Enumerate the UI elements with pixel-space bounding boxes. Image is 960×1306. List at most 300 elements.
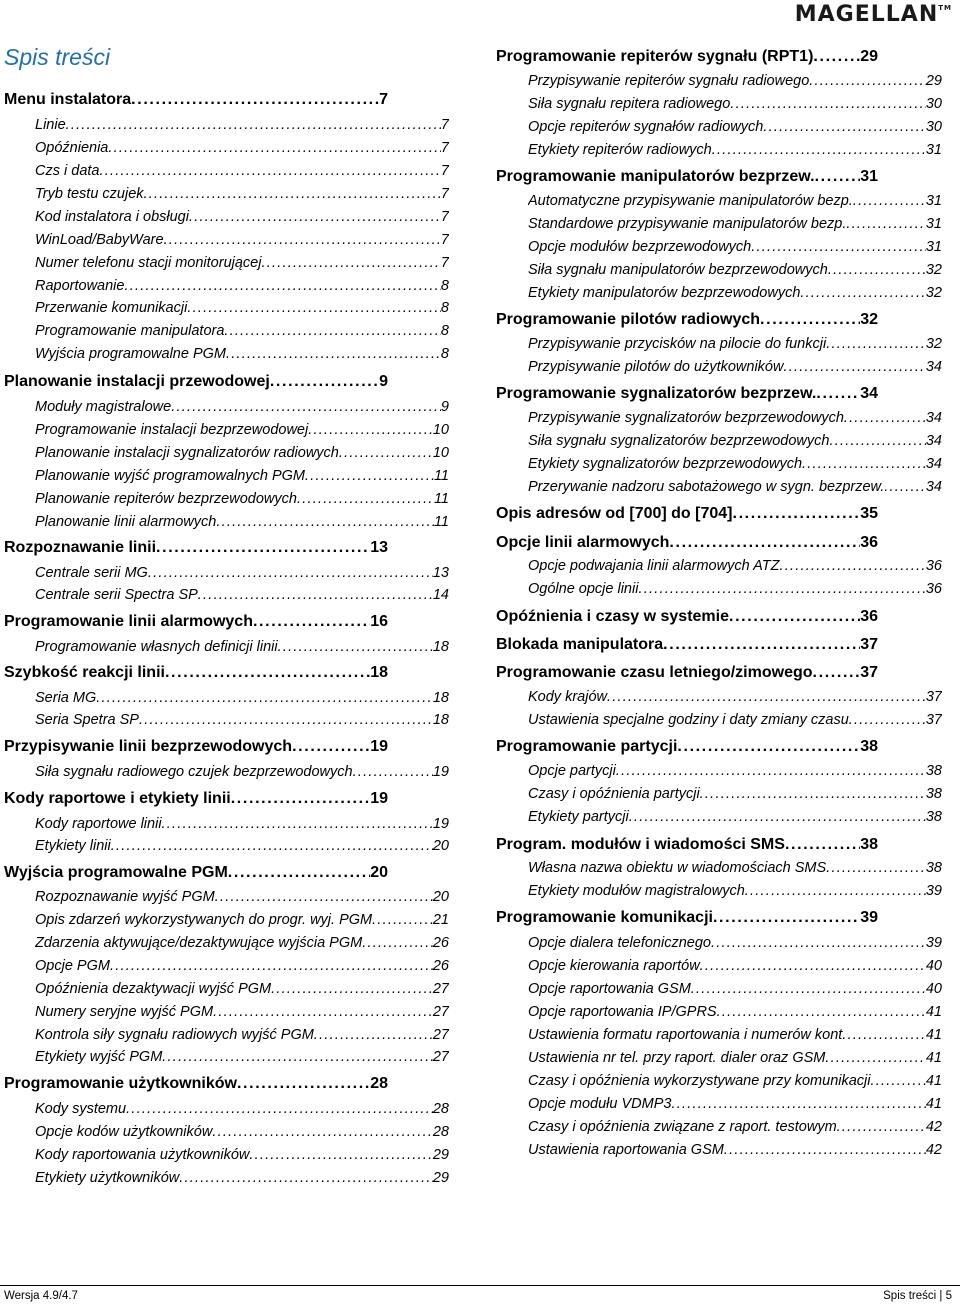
toc-page-number: 13 xyxy=(370,539,388,556)
toc-entry-title: Etykiety modułów magistralowych xyxy=(528,883,745,899)
toc-entry-title: Przerwanie komunikacji xyxy=(35,300,188,316)
toc-subsection-entry[interactable] xyxy=(528,935,942,951)
toc-subsection-entry[interactable] xyxy=(35,587,449,603)
toc-page-number: 19 xyxy=(370,738,388,755)
toc-leader-dots xyxy=(751,239,926,255)
toc-subsection-entry[interactable] xyxy=(35,1170,449,1186)
toc-entry-title: Etykiety sygnalizatorów bezprzewodowych xyxy=(528,456,803,472)
toc-page-number: 21 xyxy=(432,912,449,928)
toc-page-number: 18 xyxy=(432,690,449,706)
toc-section-entry[interactable] xyxy=(4,864,388,882)
toc-entry-title: Własna nazwa obiektu w wiadomościach SMS xyxy=(528,860,827,876)
toc-subsection-entry[interactable] xyxy=(528,958,942,974)
toc-section-entry[interactable] xyxy=(496,48,878,66)
toc-section-entry[interactable] xyxy=(4,738,388,756)
toc-leader-dots xyxy=(629,809,926,825)
toc-leader-dots xyxy=(853,193,926,209)
toc-page-number: 38 xyxy=(925,763,942,779)
toc-leader-dots xyxy=(162,1049,433,1065)
toc-leader-dots xyxy=(216,514,434,530)
toc-leader-dots xyxy=(616,763,926,779)
toc-section-entry[interactable] xyxy=(4,373,388,391)
toc-leader-dots xyxy=(677,738,860,756)
toc-entry-title: Standardowe przypisywanie manipulatorów bezp. xyxy=(528,216,847,232)
toc-entry-title: Etykiety manipulatorów bezprzewodowych xyxy=(528,285,801,301)
toc-leader-dots xyxy=(717,1004,926,1020)
toc-leader-dots xyxy=(813,48,860,66)
toc-leader-dots xyxy=(763,119,926,135)
toc-subsection-entry[interactable] xyxy=(35,346,449,362)
toc-page-number: 32 xyxy=(925,285,942,301)
toc-entry-title: Ustawienia formatu raportowania i numerów kont xyxy=(528,1027,843,1043)
toc-page-number: 8 xyxy=(440,300,449,316)
toc-entry-title: Programowanie repiterów sygnału (RPT1) xyxy=(496,48,814,65)
toc-entry-title: Etykiety partycji xyxy=(528,809,629,825)
toc-page-number: 19 xyxy=(432,816,449,832)
toc-entry-title: Przypisywanie repiterów sygnału radiowego xyxy=(528,73,810,89)
toc-entry-title: Ogólne opcje linii xyxy=(528,581,639,597)
toc-subsection-entry[interactable] xyxy=(35,690,449,706)
toc-leader-dots xyxy=(802,456,926,472)
toc-page-number: 20 xyxy=(370,864,388,881)
toc-page-number: 7 xyxy=(440,232,449,248)
toc-page-number: 34 xyxy=(925,410,942,426)
toc-leader-dots xyxy=(213,1004,433,1020)
toc-leader-dots xyxy=(148,565,433,581)
toc-section-entry[interactable] xyxy=(496,505,878,523)
toc-entry-title: Przypisywanie linii bezprzewodowych xyxy=(4,738,293,755)
toc-page-number: 7 xyxy=(440,209,449,225)
toc-entry-title: Opcje kodów użytkowników xyxy=(35,1124,213,1140)
toc-leader-dots xyxy=(826,860,926,876)
toc-subsection-entry[interactable] xyxy=(35,468,449,484)
toc-subsection-entry[interactable] xyxy=(528,1027,942,1043)
toc-subsection-entry[interactable] xyxy=(35,958,449,974)
toc-subsection-entry[interactable] xyxy=(528,809,942,825)
toc-entry-title: Etykiety użytkowników xyxy=(35,1170,180,1186)
toc-leader-dots xyxy=(745,883,926,899)
page-title: Spis treści xyxy=(4,44,111,70)
toc-leader-dots xyxy=(809,73,926,89)
toc-subsection-entry[interactable] xyxy=(35,1147,449,1163)
toc-subsection-entry[interactable] xyxy=(528,712,942,728)
toc-leader-dots xyxy=(261,255,440,271)
toc-subsection-entry[interactable] xyxy=(35,186,449,202)
toc-subsection-entry[interactable] xyxy=(528,285,942,301)
toc-leader-dots xyxy=(144,186,441,202)
toc-page-number: 8 xyxy=(440,346,449,362)
toc-page-number: 36 xyxy=(860,608,878,625)
toc-leader-dots xyxy=(846,216,925,232)
toc-page-number: 39 xyxy=(925,883,942,899)
toc-leader-dots xyxy=(828,262,926,278)
toc-entry-title: Zdarzenia aktywujące/dezaktywujące wyjścia PGM xyxy=(35,935,363,951)
toc-entry-title: Planowanie linii alarmowych xyxy=(35,514,217,530)
toc-page-number: 39 xyxy=(925,935,942,951)
toc-entry-title: Siła sygnału radiowego czujek bezprzewodowych xyxy=(35,764,353,780)
toc-entry-title: Siła sygnału repitera radiowego xyxy=(528,96,731,112)
toc-subsection-entry[interactable] xyxy=(528,558,942,574)
toc-subsection-entry[interactable] xyxy=(528,359,942,375)
toc-leader-dots xyxy=(816,385,860,403)
toc-entry-title: Kody raportowe linii xyxy=(35,816,162,832)
toc-subsection-entry[interactable] xyxy=(35,140,449,156)
toc-leader-dots xyxy=(711,935,926,951)
toc-page-number: 39 xyxy=(860,909,878,926)
toc-entry-title: Rozpoznawanie wyjść PGM xyxy=(35,889,215,905)
toc-page-number: 31 xyxy=(925,216,942,232)
toc-page-number: 34 xyxy=(925,479,942,495)
toc-leader-dots xyxy=(198,587,433,603)
toc-page-number: 38 xyxy=(860,738,878,755)
toc-entry-title: Planowanie repiterów bezprzewodowych xyxy=(35,491,297,507)
toc-leader-dots xyxy=(124,278,440,294)
toc-entry-title: Opcje raportowania IP/GPRS xyxy=(528,1004,717,1020)
toc-entry-title: Raportowanie xyxy=(35,278,125,294)
toc-leader-dots xyxy=(162,816,433,832)
toc-subsection-entry[interactable] xyxy=(528,1119,942,1135)
toc-subsection-entry[interactable] xyxy=(35,981,449,997)
toc-page-number: 38 xyxy=(925,809,942,825)
toc-subsection-entry[interactable] xyxy=(35,445,449,461)
toc-leader-dots xyxy=(729,608,860,626)
toc-entry-title: Programowanie pilotów radiowych xyxy=(496,311,761,328)
toc-leader-dots xyxy=(305,468,434,484)
toc-entry-title: Czasy i opóźnienia związane z raport. testowym xyxy=(528,1119,837,1135)
toc-page-number: 37 xyxy=(860,664,878,681)
footer-version: Wersja 4.9/4.7 xyxy=(4,1290,78,1302)
toc-entry-title: Planowanie wyjść programowalnych PGM xyxy=(35,468,305,484)
toc-page-number: 14 xyxy=(432,587,449,603)
toc-page-number: 30 xyxy=(925,96,942,112)
toc-leader-dots xyxy=(253,613,370,631)
toc-subsection-entry[interactable] xyxy=(528,73,942,89)
toc-page-number: 31 xyxy=(925,239,942,255)
toc-leader-dots xyxy=(179,1170,433,1186)
toc-subsection-entry[interactable] xyxy=(35,935,449,951)
toc-entry-title: Kody systemu xyxy=(35,1101,127,1117)
toc-leader-dots xyxy=(189,209,441,225)
toc-subsection-entry[interactable] xyxy=(35,163,449,179)
toc-section-entry[interactable] xyxy=(4,539,388,557)
toc-leader-dots xyxy=(66,117,441,133)
toc-subsection-entry[interactable] xyxy=(528,433,942,449)
toc-entry-title: Szybkość reakcji linii xyxy=(4,664,165,681)
toc-entry-title: Opis zdarzeń wykorzystywanych do progr. wyj. PGM xyxy=(35,912,373,928)
toc-leader-dots xyxy=(278,639,433,655)
toc-entry-title: Kody raportowania użytkowników xyxy=(35,1147,250,1163)
toc-subsection-entry[interactable] xyxy=(528,981,942,997)
toc-page-number: 41 xyxy=(925,1073,942,1089)
toc-leader-dots xyxy=(663,636,860,654)
toc-page-number: 28 xyxy=(432,1101,449,1117)
toc-page-number: 37 xyxy=(925,689,942,705)
toc-subsection-entry[interactable] xyxy=(35,209,449,225)
toc-subsection-entry[interactable] xyxy=(35,1049,449,1065)
toc-subsection-entry[interactable] xyxy=(35,764,449,780)
toc-entry-title: WinLoad/BabyWare xyxy=(35,232,164,248)
toc-section-entry[interactable] xyxy=(496,608,878,626)
toc-leader-dots xyxy=(108,140,441,156)
toc-entry-title: Kody raportowe i etykiety linii xyxy=(4,790,231,807)
toc-leader-dots xyxy=(842,1027,926,1043)
toc-leader-dots xyxy=(837,1119,926,1135)
toc-page-number: 32 xyxy=(925,336,942,352)
toc-page-number: 38 xyxy=(925,786,942,802)
toc-leader-dots xyxy=(99,163,440,179)
toc-subsection-entry[interactable] xyxy=(35,491,449,507)
toc-page-number: 13 xyxy=(432,565,449,581)
magellan-logo: MAGELLAN™ xyxy=(794,2,952,27)
toc-leader-dots xyxy=(783,359,925,375)
toc-subsection-entry[interactable] xyxy=(528,216,942,232)
toc-subsection-entry[interactable] xyxy=(35,323,449,339)
toc-leader-dots xyxy=(215,889,433,905)
toc-section-entry[interactable] xyxy=(4,790,388,808)
toc-entry-title: Programowanie instalacji bezprzewodowej xyxy=(35,422,309,438)
toc-leader-dots xyxy=(671,1096,925,1112)
toc-page-number: 7 xyxy=(440,163,449,179)
toc-subsection-entry[interactable] xyxy=(528,336,942,352)
toc-leader-dots xyxy=(96,690,433,706)
toc-subsection-entry[interactable] xyxy=(35,1124,449,1140)
toc-leader-dots xyxy=(110,958,433,974)
toc-leader-dots xyxy=(700,958,926,974)
toc-entry-title: Rozpoznawanie linii xyxy=(4,539,157,556)
toc-leader-dots xyxy=(691,981,926,997)
toc-subsection-entry[interactable] xyxy=(528,860,942,876)
toc-leader-dots xyxy=(297,491,434,507)
toc-section-entry[interactable] xyxy=(496,909,878,927)
toc-entry-title: Opis adresów od [700] do [704] xyxy=(496,505,733,522)
toc-subsection-entry[interactable] xyxy=(528,581,942,597)
toc-subsection-entry[interactable] xyxy=(35,232,449,248)
toc-page-number: 20 xyxy=(432,889,449,905)
toc-subsection-entry[interactable] xyxy=(528,262,942,278)
toc-leader-dots xyxy=(353,764,433,780)
toc-entry-title: Seria Spetra SP xyxy=(35,712,139,728)
toc-subsection-entry[interactable] xyxy=(528,410,942,426)
toc-leader-dots xyxy=(231,790,370,808)
toc-subsection-entry[interactable] xyxy=(528,1004,942,1020)
toc-page-number: 27 xyxy=(432,1027,449,1043)
toc-subsection-entry[interactable] xyxy=(528,239,942,255)
toc-leader-dots xyxy=(292,738,370,756)
toc-entry-title: Wyjścia programowalne PGM xyxy=(35,346,226,362)
toc-entry-title: Programowanie linii alarmowych xyxy=(4,613,253,630)
toc-leader-dots xyxy=(171,399,441,415)
toc-entry-title: Programowanie manipulatorów bezprzew. xyxy=(496,168,815,185)
toc-leader-dots xyxy=(825,1050,926,1066)
toc-subsection-entry[interactable] xyxy=(35,117,449,133)
toc-subsection-entry[interactable] xyxy=(528,763,942,779)
toc-entry-title: Czasy i opóźnienia wykorzystywane przy komunikacji xyxy=(528,1073,871,1089)
toc-page-number: 19 xyxy=(432,764,449,780)
toc-leader-dots xyxy=(779,558,925,574)
toc-section-entry[interactable] xyxy=(496,311,878,329)
toc-entry-title: Tryb testu czujek xyxy=(35,186,144,202)
toc-entry-title: Programowanie użytkowników xyxy=(4,1075,237,1092)
toc-page-number: 28 xyxy=(432,1124,449,1140)
toc-entry-title: Automatyczne przypisywanie manipulatorów bezp. xyxy=(528,193,853,209)
toc-entry-title: Programowanie czasu letniego/zimowego xyxy=(496,664,813,681)
toc-entry-title: Numery seryjne wyjść PGM xyxy=(35,1004,214,1020)
toc-section-entry[interactable] xyxy=(496,738,878,756)
toc-entry-title: Planowanie instalacji sygnalizatorów radiowych xyxy=(35,445,339,461)
toc-section-entry[interactable] xyxy=(496,664,878,682)
toc-leader-dots xyxy=(669,534,860,552)
toc-leader-dots xyxy=(362,935,433,951)
toc-section-entry[interactable] xyxy=(496,534,878,552)
toc-subsection-entry[interactable] xyxy=(35,889,449,905)
toc-section-entry[interactable] xyxy=(4,91,388,109)
toc-section-entry[interactable] xyxy=(496,836,878,854)
toc-section-entry[interactable] xyxy=(496,636,878,654)
toc-entry-title: Opóźnienia dezaktywacji wyjść PGM xyxy=(35,981,272,997)
toc-entry-title: Przypisywanie sygnalizatorów bezprzewodowych xyxy=(528,410,844,426)
toc-leader-dots xyxy=(829,433,925,449)
toc-page-number: 34 xyxy=(925,359,942,375)
toc-page-number: 8 xyxy=(440,278,449,294)
toc-leader-dots xyxy=(156,539,370,557)
toc-page-number: 7 xyxy=(440,117,449,133)
toc-subsection-entry[interactable] xyxy=(35,565,449,581)
toc-page-number: 37 xyxy=(925,712,942,728)
toc-subsection-entry[interactable] xyxy=(528,1050,942,1066)
toc-entry-title: Program. modułów i wiadomości SMS xyxy=(496,836,785,853)
toc-page-number: 32 xyxy=(860,311,878,328)
toc-page-number: 32 xyxy=(925,262,942,278)
toc-entry-title: Opcje podwajania linii alarmowych ATZ xyxy=(528,558,780,574)
toc-subsection-entry[interactable] xyxy=(528,456,942,472)
toc-page-number: 41 xyxy=(925,1096,942,1112)
toc-leader-dots xyxy=(226,346,441,362)
toc-subsection-entry[interactable] xyxy=(528,1142,942,1158)
toc-page-number: 36 xyxy=(925,581,942,597)
toc-section-entry[interactable] xyxy=(496,168,878,186)
toc-page-number: 11 xyxy=(433,514,449,530)
toc-page-number: 34 xyxy=(860,385,878,402)
toc-subsection-entry[interactable] xyxy=(35,1101,449,1117)
toc-leader-dots xyxy=(724,1142,926,1158)
toc-entry-title: Opcje dialera telefonicznego xyxy=(528,935,711,951)
toc-leader-dots xyxy=(165,664,370,682)
toc-entry-title: Etykiety repiterów radiowych xyxy=(528,142,712,158)
toc-page-number: 9 xyxy=(440,399,449,415)
toc-entry-title: Kod instalatora i obsługi xyxy=(35,209,189,225)
toc-subsection-entry[interactable] xyxy=(528,689,942,705)
toc-entry-title: Planowanie instalacji przewodowej xyxy=(4,373,270,390)
toc-entry-title: Przypisywanie przycisków na pilocie do funkcji xyxy=(528,336,827,352)
toc-section-entry[interactable] xyxy=(4,613,388,631)
toc-leader-dots xyxy=(228,864,370,882)
toc-leader-dots xyxy=(849,712,926,728)
toc-page-number: 41 xyxy=(925,1004,942,1020)
toc-leader-dots xyxy=(237,1075,370,1093)
toc-page-number: 34 xyxy=(925,456,942,472)
toc-subsection-entry[interactable] xyxy=(528,1073,942,1089)
toc-subsection-entry[interactable] xyxy=(35,838,449,854)
toc-entry-title: Opcje partycji xyxy=(528,763,616,779)
toc-subsection-entry[interactable] xyxy=(35,300,449,316)
toc-subsection-entry[interactable] xyxy=(528,883,942,899)
toc-entry-title: Siła sygnału manipulatorów bezprzewodowych xyxy=(528,262,828,278)
toc-page-number: 31 xyxy=(860,168,878,185)
toc-entry-title: Wyjścia programowalne PGM xyxy=(4,864,228,881)
toc-page-number: 38 xyxy=(925,860,942,876)
toc-subsection-entry[interactable] xyxy=(528,119,942,135)
toc-leader-dots xyxy=(126,1101,433,1117)
toc-page-number: 34 xyxy=(925,433,942,449)
toc-leader-dots xyxy=(139,712,433,728)
toc-entry-title: Menu instalatora xyxy=(4,91,132,108)
toc-subsection-entry[interactable] xyxy=(528,479,942,495)
toc-page-number: 7 xyxy=(379,91,388,108)
toc-subsection-entry[interactable] xyxy=(35,422,449,438)
toc-page-number: 26 xyxy=(432,935,449,951)
toc-section-entry[interactable] xyxy=(496,385,878,403)
toc-leader-dots xyxy=(111,838,433,854)
toc-subsection-entry[interactable] xyxy=(35,1027,449,1043)
toc-leader-dots xyxy=(638,581,925,597)
toc-subsection-entry[interactable] xyxy=(35,399,449,415)
toc-subsection-entry[interactable] xyxy=(528,786,942,802)
toc-entry-title: Ustawienia specjalne godziny i daty zmiany czasu xyxy=(528,712,849,728)
footer-divider xyxy=(0,1285,960,1286)
toc-section-entry[interactable] xyxy=(4,664,388,682)
toc-entry-title: Kody krajów xyxy=(528,689,607,705)
toc-subsection-entry[interactable] xyxy=(35,712,449,728)
toc-page-number: 10 xyxy=(432,422,449,438)
toc-leader-dots xyxy=(713,909,860,927)
toc-entry-title: Centrale serii MG xyxy=(35,565,148,581)
toc-entry-title: Linie xyxy=(35,117,66,133)
toc-subsection-entry[interactable] xyxy=(528,193,942,209)
toc-leader-dots xyxy=(733,505,861,523)
toc-subsection-entry[interactable] xyxy=(528,96,942,112)
toc-subsection-entry[interactable] xyxy=(35,255,449,271)
toc-entry-title: Blokada manipulatora xyxy=(496,636,664,653)
toc-page-number: 31 xyxy=(925,193,942,209)
toc-leader-dots xyxy=(700,786,926,802)
toc-entry-title: Etykiety linii xyxy=(35,838,111,854)
toc-page-number: 37 xyxy=(860,636,878,653)
toc-page-number: 29 xyxy=(432,1147,449,1163)
toc-subsection-entry[interactable] xyxy=(35,514,449,530)
toc-section-entry[interactable] xyxy=(4,1075,388,1093)
toc-leader-dots xyxy=(826,336,926,352)
toc-leader-dots xyxy=(372,912,433,928)
toc-entry-title: Przypisywanie pilotów do użytkowników xyxy=(528,359,784,375)
toc-leader-dots xyxy=(314,1027,433,1043)
toc-subsection-entry[interactable] xyxy=(528,142,942,158)
toc-subsection-entry[interactable] xyxy=(35,278,449,294)
toc-page-number: 18 xyxy=(432,639,449,655)
toc-entry-title: Etykiety wyjść PGM xyxy=(35,1049,163,1065)
toc-subsection-entry[interactable] xyxy=(35,1004,449,1020)
toc-leader-dots xyxy=(249,1147,432,1163)
toc-entry-title: Numer telefonu stacji monitorującej xyxy=(35,255,262,271)
toc-page-number: 11 xyxy=(433,468,449,484)
toc-subsection-entry[interactable] xyxy=(35,639,449,655)
toc-subsection-entry[interactable] xyxy=(35,912,449,928)
toc-subsection-entry[interactable] xyxy=(35,816,449,832)
toc-leader-dots xyxy=(800,285,925,301)
toc-leader-dots xyxy=(813,664,861,682)
toc-page-number: 29 xyxy=(925,73,942,89)
toc-subsection-entry[interactable] xyxy=(528,1096,942,1112)
toc-entry-title: Programowanie partycji xyxy=(496,738,678,755)
